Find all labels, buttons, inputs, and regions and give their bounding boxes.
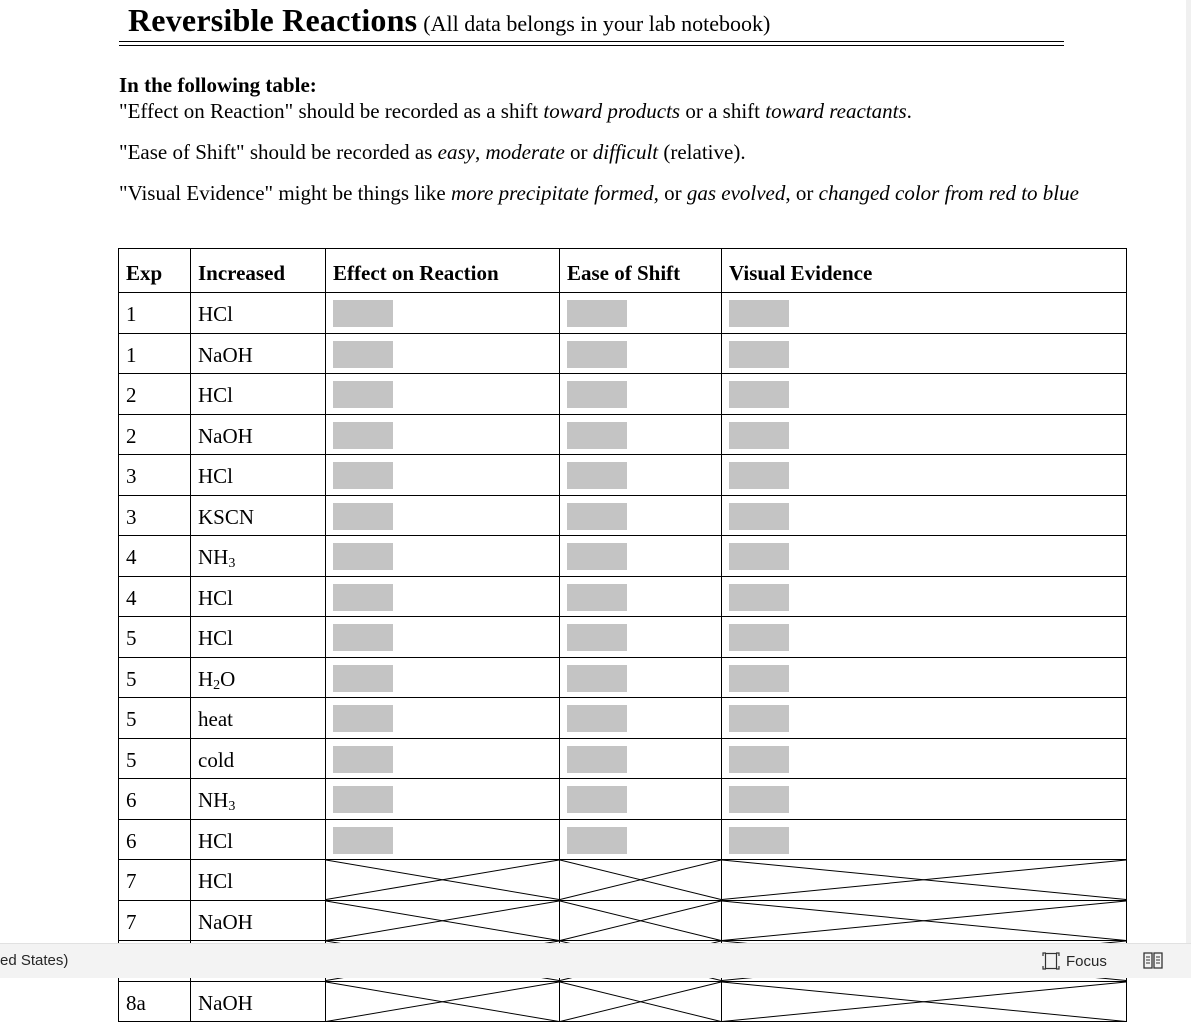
instructions-heading: In the following table: — [119, 73, 317, 97]
effect-input-field[interactable] — [333, 462, 393, 489]
effect-input-field[interactable] — [333, 746, 393, 773]
cell-increased: NaOH — [191, 900, 326, 941]
cell-exp: 5 — [119, 738, 191, 779]
table-header-row — [119, 249, 1127, 293]
text-segment: "Effect on Reaction" should be recorded as a shift — [119, 99, 544, 123]
visual-input-field[interactable] — [729, 462, 789, 489]
cell-effect — [326, 819, 560, 860]
cell-effect — [326, 576, 560, 617]
cell-exp: 5 — [119, 617, 191, 658]
cell-ease — [560, 414, 722, 455]
ease-input-field[interactable] — [567, 827, 627, 854]
text-segment: or a shift — [680, 99, 766, 123]
ease-input-field[interactable] — [567, 503, 627, 530]
visual-input-field[interactable] — [729, 422, 789, 449]
table-row — [119, 374, 1127, 415]
text-segment: , or — [653, 181, 687, 205]
cell-visual — [722, 495, 1127, 536]
visual-input-field[interactable] — [729, 341, 789, 368]
cell-visual — [722, 617, 1127, 658]
cell-ease — [560, 333, 722, 374]
effect-input-field[interactable] — [333, 827, 393, 854]
ease-input-field[interactable] — [567, 665, 627, 692]
formula-main: NH — [198, 788, 229, 813]
cell-visual-crossed — [722, 860, 1127, 901]
focus-icon — [1041, 951, 1061, 971]
effect-input-field[interactable] — [333, 503, 393, 530]
cross-out-mark — [326, 901, 559, 941]
visual-input-field[interactable] — [729, 543, 789, 570]
ease-input-field[interactable] — [567, 543, 627, 570]
text-segment: , — [474, 140, 486, 164]
text-segment: (relative). — [658, 140, 746, 164]
document-subtitle: (All data belongs in your lab notebook) — [423, 11, 771, 36]
cross-out-mark — [560, 982, 721, 1022]
cell-exp: 8a — [119, 981, 191, 1022]
visual-input-field[interactable] — [729, 381, 789, 408]
cell-ease — [560, 617, 722, 658]
text-segment-italic: toward reactants — [765, 99, 907, 123]
cell-increased: HCl — [191, 455, 326, 496]
cell-increased: KSCN — [191, 495, 326, 536]
cell-ease — [560, 779, 722, 820]
cell-effect — [326, 779, 560, 820]
cell-effect — [326, 455, 560, 496]
cell-ease — [560, 738, 722, 779]
effect-input-field[interactable] — [333, 584, 393, 611]
cell-increased: HCl — [191, 576, 326, 617]
table-row — [119, 860, 1127, 901]
cell-visual — [722, 333, 1127, 374]
cell-visual — [722, 576, 1127, 617]
table-row — [119, 293, 1127, 334]
text-segment: or — [564, 140, 593, 164]
cell-effect — [326, 333, 560, 374]
read-mode-icon — [1142, 950, 1164, 970]
cell-ease — [560, 819, 722, 860]
cell-increased — [191, 536, 326, 577]
visual-input-field[interactable] — [729, 746, 789, 773]
cell-ease — [560, 495, 722, 536]
text-segment: "Ease of Shift" should be recorded as — [119, 140, 438, 164]
text-segment-italic: easy — [437, 140, 475, 164]
ease-input-field[interactable] — [567, 300, 627, 327]
instruction-visual — [119, 180, 1119, 206]
formula-subscript: 3 — [228, 556, 236, 572]
cell-effect — [326, 414, 560, 455]
cross-out-mark — [326, 982, 559, 1022]
cell-exp: 5 — [119, 657, 191, 698]
cell-visual — [722, 657, 1127, 698]
table-row — [119, 698, 1127, 739]
text-segment: "Visual Evidence" might be things like — [119, 181, 451, 205]
cell-ease — [560, 455, 722, 496]
table-row — [119, 819, 1127, 860]
visual-input-field[interactable] — [729, 584, 789, 611]
cell-visual — [722, 414, 1127, 455]
visual-input-field[interactable] — [729, 624, 789, 651]
formula-main: H — [198, 666, 214, 691]
header-effect: Effect on Reaction — [326, 249, 560, 293]
cross-out-mark — [722, 860, 1126, 900]
cell-ease — [560, 698, 722, 739]
cell-effect — [326, 536, 560, 577]
table-row — [119, 333, 1127, 374]
cell-ease — [560, 293, 722, 334]
cell-increased: HCl — [191, 617, 326, 658]
table-row — [119, 738, 1127, 779]
ease-input-field[interactable] — [567, 422, 627, 449]
cell-increased: HCl — [191, 374, 326, 415]
table-row — [119, 576, 1127, 617]
table-row — [119, 455, 1127, 496]
data-table — [118, 248, 1127, 1022]
cell-increased: HCl — [191, 819, 326, 860]
cell-visual — [722, 293, 1127, 334]
cell-exp: 4 — [119, 536, 191, 577]
cell-visual — [722, 455, 1127, 496]
text-segment-italic: moderate — [485, 140, 565, 164]
vertical-scrollbar[interactable] — [1186, 0, 1191, 943]
ease-input-field[interactable] — [567, 462, 627, 489]
effect-input-field[interactable] — [333, 543, 393, 570]
formula-main: NH — [198, 545, 229, 570]
status-bar — [0, 943, 1191, 978]
cell-exp: 3 — [119, 455, 191, 496]
cell-exp: 6 — [119, 779, 191, 820]
effect-input-field[interactable] — [333, 786, 393, 813]
cell-ease — [560, 536, 722, 577]
visual-input-field[interactable] — [729, 827, 789, 854]
instruction-ease — [119, 139, 1119, 165]
ease-input-field[interactable] — [567, 705, 627, 732]
document-title: Reversible Reactions — [128, 2, 418, 38]
title-rule-secondary — [119, 45, 1064, 46]
language-status[interactable]: ed States) — [0, 952, 69, 969]
cell-ease-crossed — [560, 981, 722, 1022]
header-visual: Visual Evidence — [722, 249, 1127, 293]
cell-exp: 2 — [119, 374, 191, 415]
effect-input-field[interactable] — [333, 705, 393, 732]
text-segment-italic: more precipitate formed — [451, 181, 654, 205]
visual-input-field[interactable] — [729, 503, 789, 530]
table-row — [119, 414, 1127, 455]
cell-effect — [326, 374, 560, 415]
cell-exp: 1 — [119, 293, 191, 334]
cell-increased — [191, 779, 326, 820]
text-segment-italic: gas evolved — [686, 181, 786, 205]
cell-visual — [722, 819, 1127, 860]
cell-increased — [191, 657, 326, 698]
text-segment: , or — [785, 181, 819, 205]
cell-visual-crossed — [722, 981, 1127, 1022]
title-row — [128, 2, 770, 39]
cell-exp: 6 — [119, 819, 191, 860]
cross-out-mark — [560, 901, 721, 941]
cell-increased: NaOH — [191, 981, 326, 1022]
table-row — [119, 981, 1127, 1022]
cell-exp: 2 — [119, 414, 191, 455]
text-segment: . — [906, 99, 912, 123]
table-row — [119, 779, 1127, 820]
cell-effect-crossed — [326, 981, 560, 1022]
cell-effect — [326, 657, 560, 698]
cross-out-mark — [722, 901, 1126, 941]
cell-exp: 7 — [119, 860, 191, 901]
table-row — [119, 617, 1127, 658]
visual-input-field[interactable] — [729, 705, 789, 732]
cell-effect — [326, 617, 560, 658]
cell-increased: HCl — [191, 860, 326, 901]
cell-visual — [722, 536, 1127, 577]
cell-exp: 7 — [119, 900, 191, 941]
header-increased: Increased — [191, 249, 326, 293]
visual-input-field[interactable] — [729, 665, 789, 692]
formula-subscript: 2 — [213, 677, 221, 693]
header-exp: Exp — [119, 249, 191, 293]
cell-visual — [722, 738, 1127, 779]
table-row — [119, 900, 1127, 941]
table-row — [119, 657, 1127, 698]
effect-input-field[interactable] — [333, 665, 393, 692]
ease-input-field[interactable] — [567, 624, 627, 651]
cell-increased: NaOH — [191, 333, 326, 374]
table-body — [119, 293, 1127, 1022]
effect-input-field[interactable] — [333, 422, 393, 449]
cell-ease — [560, 576, 722, 617]
cell-effect — [326, 738, 560, 779]
cell-ease — [560, 657, 722, 698]
cross-out-mark — [560, 860, 721, 900]
cell-exp: 5 — [119, 698, 191, 739]
cross-out-mark — [722, 982, 1126, 1022]
cell-ease-crossed — [560, 860, 722, 901]
cell-increased: heat — [191, 698, 326, 739]
focus-button[interactable] — [1041, 949, 1107, 973]
formula-subscript: 3 — [228, 799, 236, 815]
visual-input-field[interactable] — [729, 300, 789, 327]
cell-exp: 3 — [119, 495, 191, 536]
cell-effect-crossed — [326, 860, 560, 901]
cell-effect-crossed — [326, 900, 560, 941]
cell-exp: 1 — [119, 333, 191, 374]
ease-input-field[interactable] — [567, 341, 627, 368]
ease-input-field[interactable] — [567, 584, 627, 611]
instructions — [119, 72, 1119, 206]
text-segment-italic: difficult — [592, 140, 659, 164]
cell-increased: NaOH — [191, 414, 326, 455]
ease-input-field[interactable] — [567, 381, 627, 408]
cell-visual — [722, 698, 1127, 739]
cross-out-mark — [326, 860, 559, 900]
instruction-effect — [119, 98, 1119, 124]
cell-increased: cold — [191, 738, 326, 779]
text-segment-italic: toward products — [543, 99, 681, 123]
formula-tail: O — [220, 666, 236, 691]
text-segment-italic: changed color from red to blue — [818, 181, 1079, 205]
cell-visual — [722, 374, 1127, 415]
header-ease: Ease of Shift — [560, 249, 722, 293]
cell-ease — [560, 374, 722, 415]
cell-visual-crossed — [722, 900, 1127, 941]
cell-effect — [326, 293, 560, 334]
title-rule — [119, 41, 1064, 42]
cell-increased: HCl — [191, 293, 326, 334]
effect-input-field[interactable] — [333, 381, 393, 408]
ease-input-field[interactable] — [567, 746, 627, 773]
ease-input-field[interactable] — [567, 786, 627, 813]
cell-ease-crossed — [560, 900, 722, 941]
effect-input-field[interactable] — [333, 300, 393, 327]
table-row — [119, 536, 1127, 577]
effect-input-field[interactable] — [333, 341, 393, 368]
cell-exp: 4 — [119, 576, 191, 617]
focus-label: Focus — [1066, 952, 1107, 970]
cell-visual — [722, 779, 1127, 820]
cell-effect — [326, 495, 560, 536]
cell-effect — [326, 698, 560, 739]
effect-input-field[interactable] — [333, 624, 393, 651]
read-mode-button[interactable] — [1142, 950, 1164, 974]
visual-input-field[interactable] — [729, 786, 789, 813]
table-row — [119, 495, 1127, 536]
